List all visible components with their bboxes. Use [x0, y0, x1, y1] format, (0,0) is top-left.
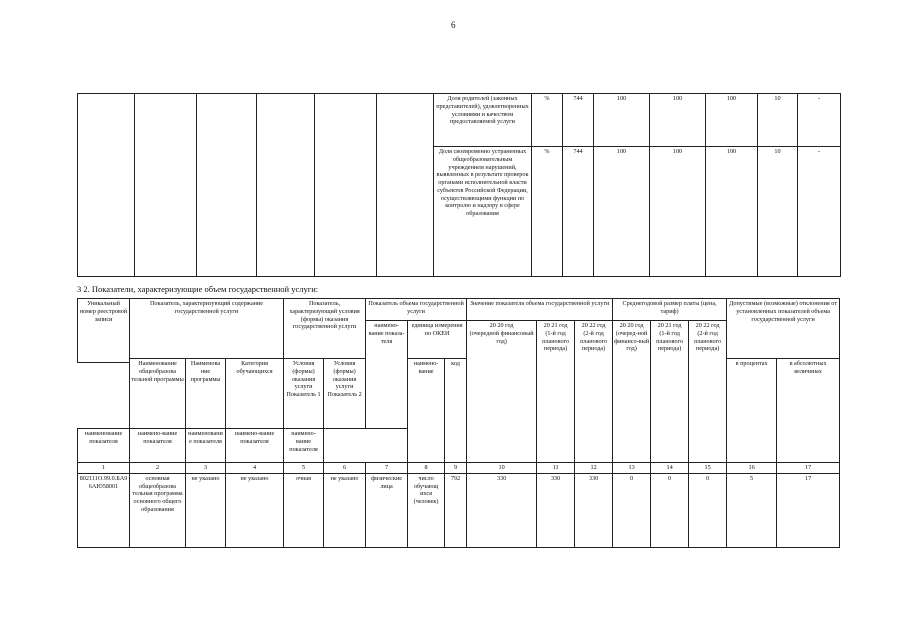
- table-cell: 792: [445, 473, 467, 547]
- empty-cell: [78, 94, 135, 277]
- value-2020: 100: [594, 147, 650, 277]
- header-unique-number: Уникальный номер реестровой записи: [78, 299, 130, 363]
- table-cell: 0: [689, 473, 727, 547]
- table-cell: 0: [613, 473, 651, 547]
- header-condition-col-2: Условия (формы) оказания услуги Показатель 2: [324, 359, 366, 429]
- allowed-absolute: -: [798, 94, 841, 147]
- header-fee-2020: 20 20 год (очеред-ной финансо-вый год): [613, 321, 651, 463]
- header-fee: Среднегодовой размер платы (цена, тариф): [613, 299, 727, 321]
- okei-code: 744: [563, 94, 594, 147]
- table-cell: 17: [777, 473, 840, 547]
- table-cell: очная: [284, 473, 324, 547]
- col-number: 11: [537, 463, 575, 474]
- header-condition-col-1: Условия (формы) оказания услуги Показатель 1: [284, 359, 324, 429]
- empty-cell: [135, 94, 197, 277]
- indicator-name: Доля родителей (законных представителей), удовлетворенных условиями и качеством предоставляемой услуги: [434, 94, 532, 147]
- col-number: 14: [651, 463, 689, 474]
- quality-indicators-table: [77, 93, 841, 277]
- header-content-col-3: Категория обучающихся: [226, 359, 284, 429]
- col-number: 1: [78, 463, 130, 474]
- indicator-name: Доля своевременно устраненных общеобразовательным учреждением нарушений, выявленных в результате проверок органами исполнительной власти субъектов Российской Федерации, осуществляющими функции по контролю и надзору в сфере образования: [434, 147, 532, 277]
- header-content: Показатель, характеризующий содержание государственной услуги: [130, 299, 284, 359]
- table-cell: 5: [727, 473, 777, 547]
- name-label: наимено-вание показателя: [226, 429, 284, 463]
- col-number: 2: [130, 463, 186, 474]
- table-cell: число обучающ ихся (человек): [408, 473, 445, 547]
- header-allowed-percent: в процентах: [727, 359, 777, 463]
- column-number-row: [78, 463, 840, 474]
- col-number: 15: [689, 463, 727, 474]
- col-number: 12: [575, 463, 613, 474]
- table-row: [78, 473, 840, 547]
- allowed-percent: 10: [758, 94, 798, 147]
- header-fee-2021: 20 21 год (1-й год планового периода): [651, 321, 689, 463]
- table-cell: 330: [575, 473, 613, 547]
- col-number: 8: [408, 463, 445, 474]
- table-cell: не указано: [186, 473, 226, 547]
- col-number: 7: [366, 463, 408, 474]
- header-year-2020: 20 20 год (очередной финансовый год): [467, 321, 537, 463]
- okei-code: 744: [563, 147, 594, 277]
- unit: %: [532, 147, 563, 277]
- name-label: наименование показателя: [78, 429, 130, 463]
- name-label: наимено-вание показателя: [284, 429, 324, 463]
- value-2022: 100: [706, 94, 758, 147]
- page-number: 6: [451, 20, 456, 30]
- name-label: наименование показателя: [186, 429, 226, 463]
- col-number: 10: [467, 463, 537, 474]
- table-cell: не указано: [226, 473, 284, 547]
- header-volume: Показатель объема государственной услуги: [366, 299, 467, 321]
- allowed-percent: 10: [758, 147, 798, 277]
- registry-number: 802111О.99.0.БА96АЮ58001: [78, 473, 130, 547]
- header-volume-name: наимено-вание показа-теля: [366, 321, 408, 429]
- table-row: [78, 94, 841, 147]
- header-conditions: Показатель, характеризующий условия (формы) оказания государственной услуги: [284, 299, 366, 359]
- col-number: 5: [284, 463, 324, 474]
- col-number: 16: [727, 463, 777, 474]
- table-cell: 330: [467, 473, 537, 547]
- volume-indicators-table: [77, 298, 840, 548]
- header-year-2021: 20 21 год (1-й год планового периода): [537, 321, 575, 463]
- header-allowed: Допустимые (возможные) отклонения от установленных показателей объема государственной услуги: [727, 299, 840, 359]
- col-number: 6: [324, 463, 366, 474]
- unit: %: [532, 94, 563, 147]
- table-cell: 330: [537, 473, 575, 547]
- table-cell: физические лица: [366, 473, 408, 547]
- empty-cell: [377, 94, 434, 277]
- table-cell: 0: [651, 473, 689, 547]
- empty-cell: [197, 94, 257, 277]
- section-title: 3 2. Показатели, характеризующие объем государственной услуги:: [77, 284, 319, 294]
- table-cell: не указано: [324, 473, 366, 547]
- value-2021: 100: [650, 147, 706, 277]
- name-label: наимено-вание показателя: [130, 429, 186, 463]
- value-2020: 100: [594, 94, 650, 147]
- value-2022: 100: [706, 147, 758, 277]
- col-number: 4: [226, 463, 284, 474]
- allowed-absolute: -: [798, 147, 841, 277]
- header-content-col-1: Наименование общеобразова тельной программы: [130, 359, 186, 429]
- value-2021: 100: [650, 94, 706, 147]
- header-unit-name: наимено-вание: [408, 359, 445, 463]
- col-number: 17: [777, 463, 840, 474]
- header-values: Значение показателя объема государственной услуги: [467, 299, 613, 321]
- header-fee-2022: 20 22 год (2-й год планового периода): [689, 321, 727, 463]
- empty-cell: [257, 94, 315, 277]
- program-name: основная общеобразова тельная программа основного общего образования: [130, 473, 186, 547]
- header-year-2022: 20 22 год (2-й год планового периода): [575, 321, 613, 463]
- header-content-col-2: Наименова ние программы: [186, 359, 226, 429]
- header-unit-code: код: [445, 359, 467, 463]
- header-volume-unit: единица измерения по ОКЕИ: [408, 321, 467, 359]
- col-number: 3: [186, 463, 226, 474]
- empty-cell: [315, 94, 377, 277]
- col-number: 9: [445, 463, 467, 474]
- header-allowed-absolute: в абсолютных величинах: [777, 359, 840, 463]
- col-number: 13: [613, 463, 651, 474]
